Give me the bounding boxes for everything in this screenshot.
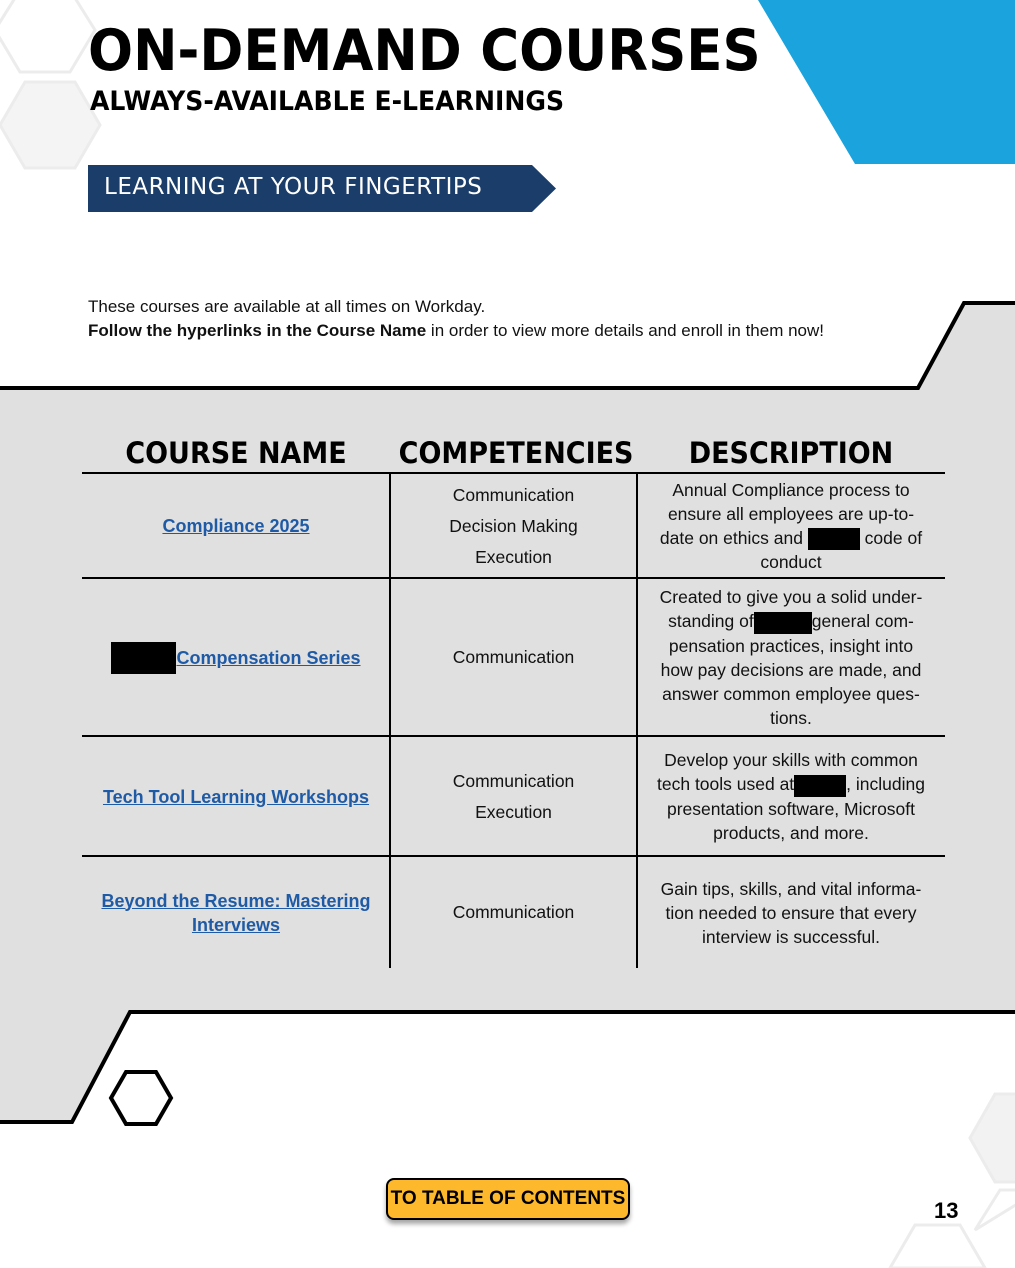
description-line: how pay decisions are made, and (660, 659, 922, 680)
description-line: conduct (760, 552, 822, 573)
redaction-box (794, 775, 846, 797)
table-row-1-description (637, 474, 945, 578)
description-line (660, 526, 922, 550)
table-of-contents-button[interactable]: TO TABLE OF CONTENTS (386, 1178, 630, 1220)
competency: Execution (475, 801, 552, 822)
description-line (657, 772, 925, 796)
table-row-3-course (82, 737, 390, 856)
page-subtitle: ALWAYS-AVAILABLE E-LEARNINGS (90, 86, 565, 117)
table-row-3-competencies (390, 737, 637, 856)
description-line: tion needed to ensure that every (665, 902, 917, 923)
panel-bottom-border (0, 1012, 1015, 1122)
header-description: DESCRIPTION (688, 436, 894, 470)
description-line: interview is successful. (702, 926, 880, 947)
intro-line-2-bold: Follow the hyperlinks in the Course Name (88, 321, 427, 340)
hexagon-outline-icon (111, 1072, 171, 1124)
blue-corner-accent (758, 0, 1015, 164)
table-row-4-competencies (390, 857, 637, 968)
description-fragment: date on ethics and (659, 527, 803, 548)
table-row-4-course (82, 857, 390, 968)
description-line: pensation practices, insight into (668, 635, 914, 656)
description-line: Annual Compliance process to (672, 479, 910, 500)
competency: Communication (452, 484, 575, 505)
intro-line-2-rest: in order to view more details and enroll in them now! (426, 321, 824, 340)
competency: Communication (452, 770, 575, 791)
section-banner-label: LEARNING AT YOUR FINGERTIPS (104, 174, 483, 200)
page-title: ON-DEMAND COURSES (88, 18, 761, 84)
table-row-4-description (637, 857, 945, 968)
course-link-compensation-series[interactable]: Compensation Series (176, 647, 361, 668)
redaction-box (754, 612, 812, 634)
description-line: tions. (770, 707, 812, 728)
description-fragment: standing of (668, 611, 754, 632)
table-row-2-course (82, 579, 390, 736)
course-link-beyond-the-resume[interactable]: Beyond the Resume: Mastering Interviews (101, 890, 371, 935)
intro-line-1: These courses are available at all times on Workday. (88, 297, 486, 316)
intro-line-2 (88, 321, 824, 341)
competency: Execution (475, 546, 552, 567)
header-course-name: COURSE NAME (125, 436, 347, 470)
description-line: ensure all employees are up-to- (667, 503, 915, 524)
description-line: Develop your skills with common (664, 750, 918, 771)
decorative-hexagons-top-left (0, 0, 100, 168)
redaction-box (808, 528, 860, 550)
redaction-box (111, 642, 176, 674)
course-link-tech-tool-learning-workshops[interactable]: Tech Tool Learning Workshops (102, 786, 370, 807)
description-line: products, and more. (713, 822, 869, 843)
competency: Communication (452, 647, 575, 667)
description-line: Gain tips, skills, and vital informa- (660, 878, 922, 899)
description-line: answer common employee ques- (662, 683, 920, 704)
description-fragment: general com- (811, 611, 914, 632)
description-fragment: code of (859, 527, 923, 548)
description-fragment: , including (846, 774, 925, 795)
table-row-2-competencies (390, 579, 637, 736)
description-line: Created to give you a solid under- (659, 587, 923, 608)
competency: Communication (452, 902, 575, 922)
table-row-1-course (82, 474, 390, 578)
description-line (668, 609, 914, 633)
header-competencies: COMPETENCIES (398, 436, 634, 470)
table-row-3-description (637, 737, 945, 856)
page-number: 13 (934, 1198, 959, 1223)
course-link-compliance-2025[interactable]: Compliance 2025 (162, 516, 310, 536)
table-row-1-competencies (390, 474, 637, 578)
table-row-2-description (637, 579, 945, 736)
decorative-hexagons-bottom-right (890, 1094, 1015, 1268)
competency: Decision Making (449, 515, 578, 536)
description-line: presentation software, Microsoft (666, 798, 916, 819)
description-fragment: tech tools used at (657, 774, 795, 795)
